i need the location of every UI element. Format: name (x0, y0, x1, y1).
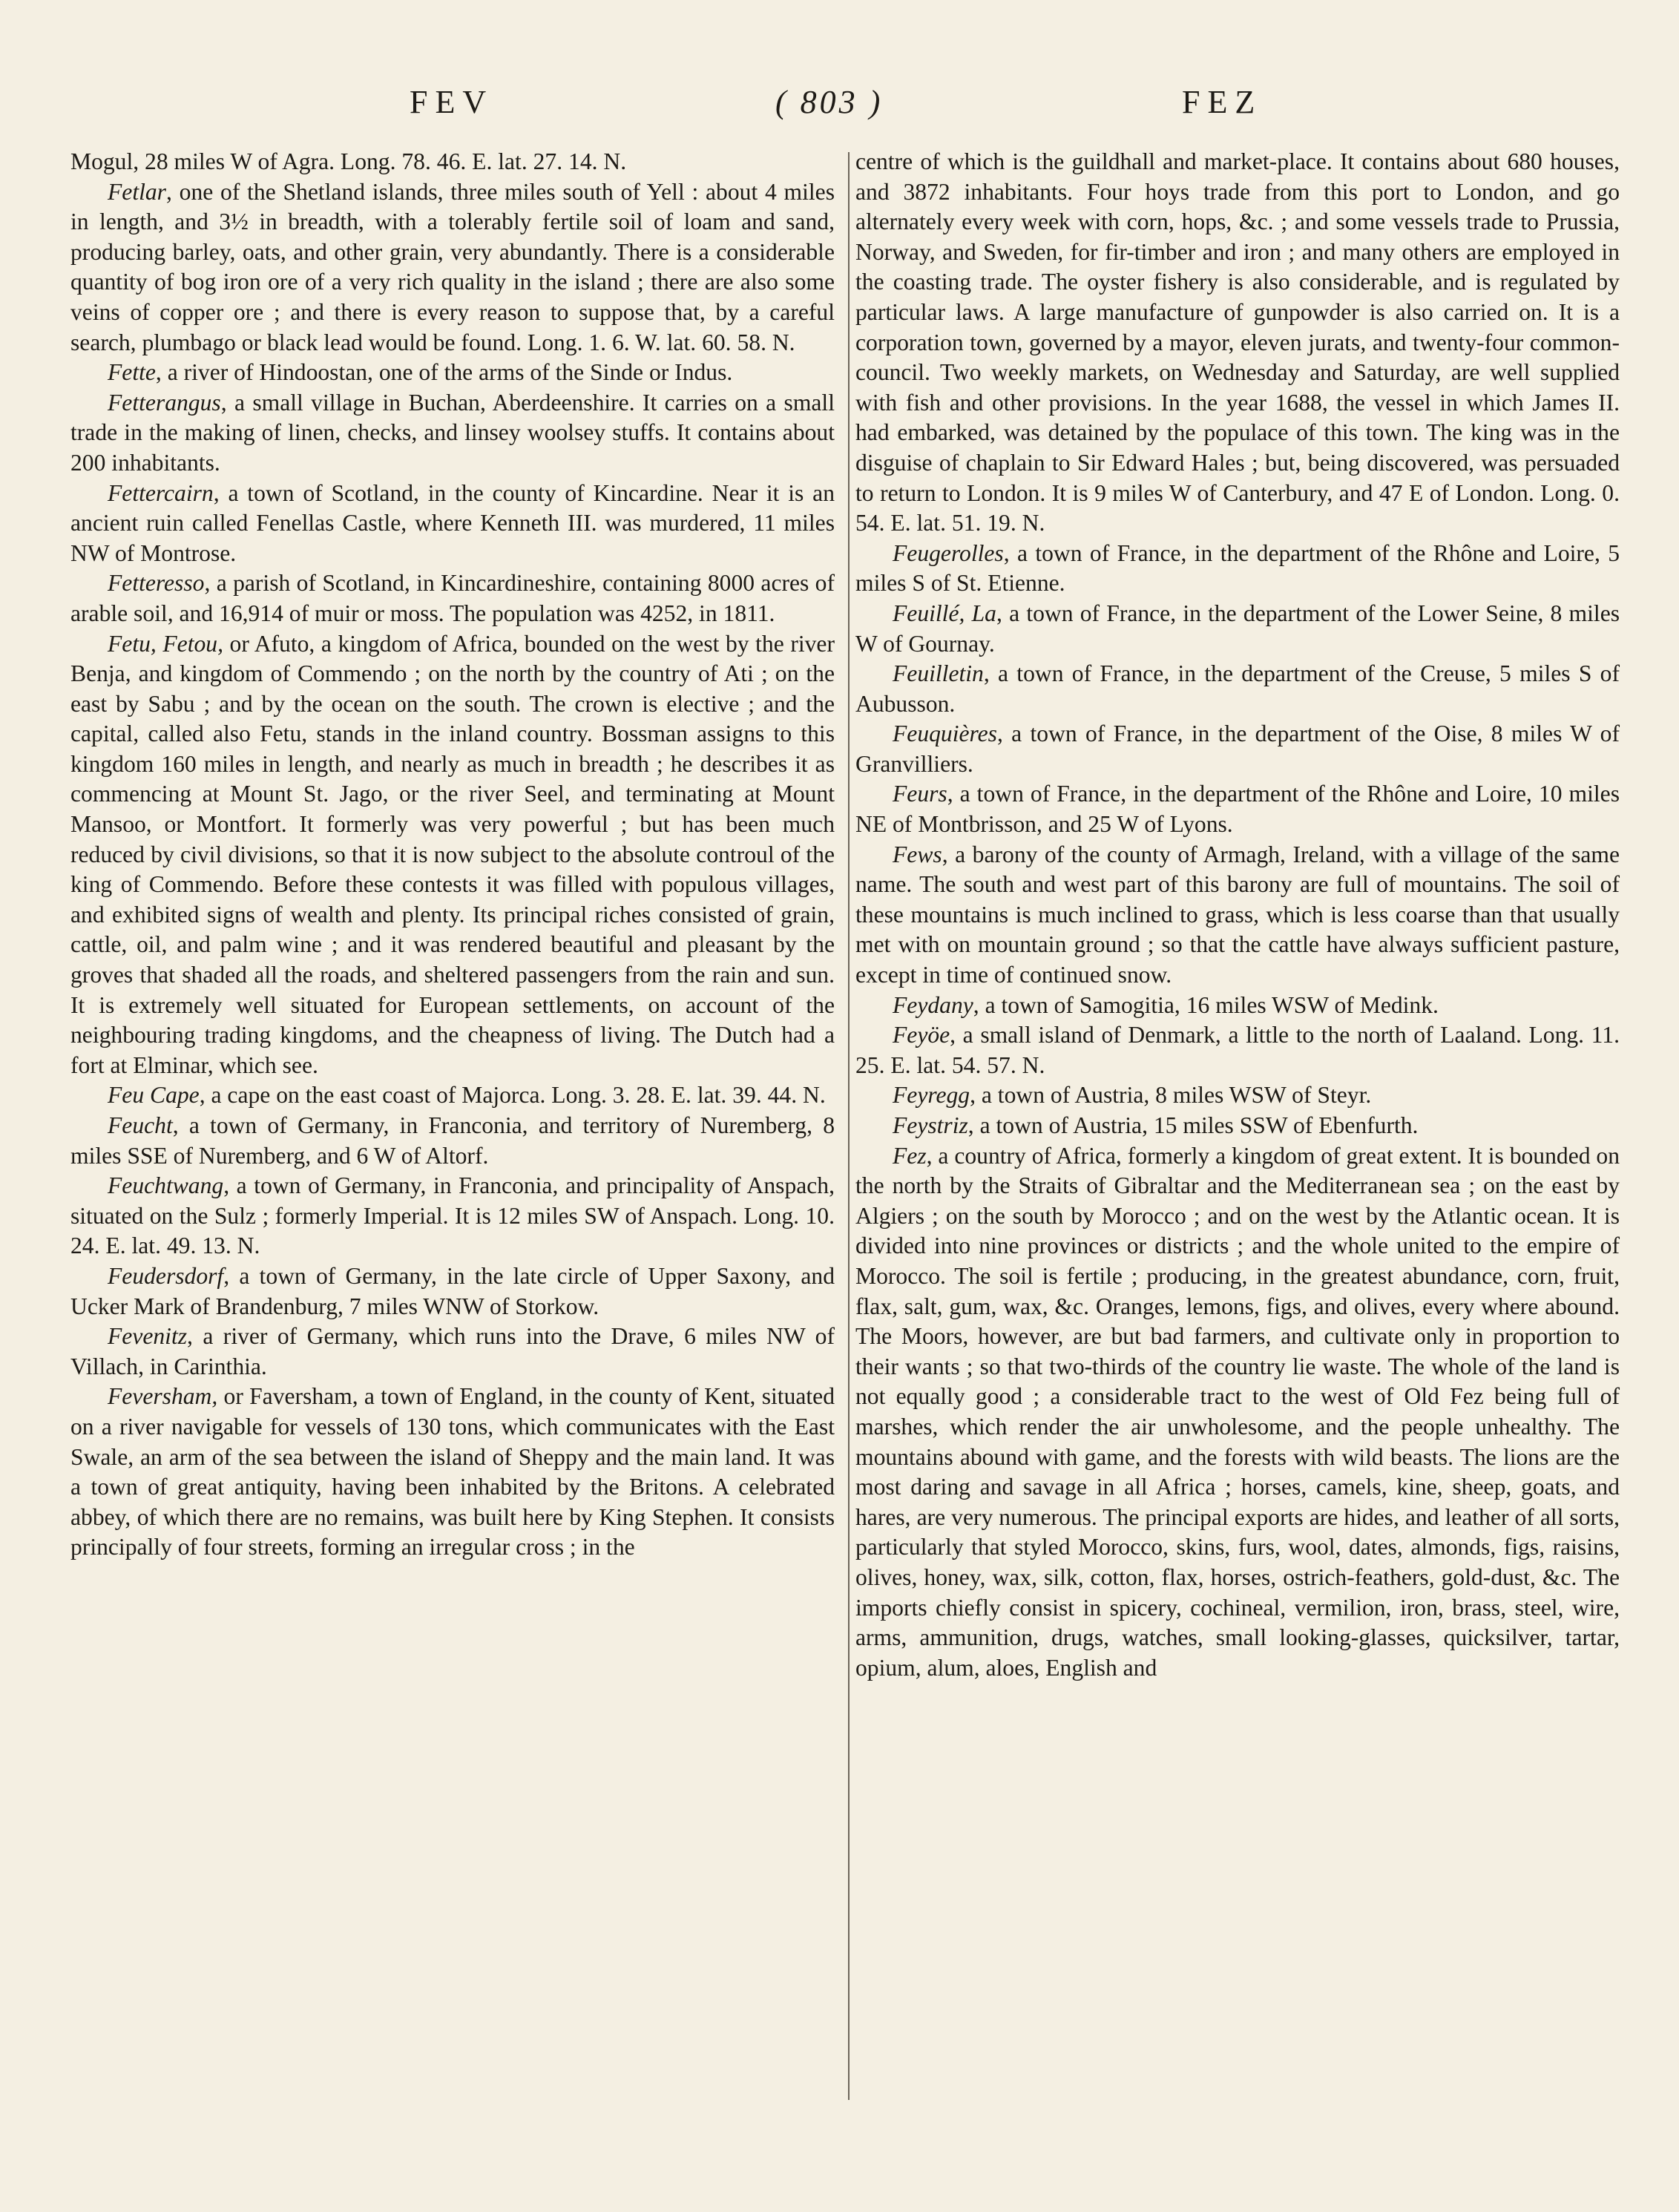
left-column (70, 147, 835, 1563)
entry-headword: Fette (108, 359, 156, 386)
entry-feyoe: Feyöe, a small island of Denmark, a little to the north of Laaland. Long. 11. 25. E. lat. 54. 57. N. (855, 1022, 1620, 1078)
entry-headword: Feversham, (108, 1383, 218, 1410)
entry-feurs: Feurs, a town of France, in the department of the Rhône and Loire, 10 miles NE of Montbrisson, and 25 W of Lyons. (855, 781, 1620, 838)
entry-feversham: Feversham, or Faversham, a town of England, in the county of Kent, situated on a river navigable for vessels of 130 tons, which communicates with the East Swale, an arm of the sea between the island of Sheppy and the main land. It was a town of great antiquity, having been inhabited by the Britons. A celebrated abbey, of which there are no remains, was built here by King Stephen. It consists principally of four streets, forming an irregular cross ; in the (70, 1383, 835, 1560)
entry-headword: Fetterangus (108, 389, 221, 416)
entry-fevenitz: Fevenitz, a river of Germany, which runs into the Drave, 6 miles NW of Villach, in Carinthia. (70, 1323, 835, 1379)
entry-headword: Feystriz (893, 1112, 968, 1138)
right-column (855, 147, 1620, 1683)
entry-headword: Feuchtwang (108, 1172, 224, 1199)
entry-feyregg: Feyregg, a town of Austria, 8 miles WSW of Steyr. (893, 1082, 1372, 1109)
entry-continuation: Mogul, 28 miles W of Agra. Long. 78. 46. E. lat. 27. 14. N. (70, 148, 627, 174)
entry-headword: Feucht (108, 1112, 173, 1138)
entry-headword: Feuquières (893, 721, 997, 747)
entry-feu-cape: Feu Cape, a cape on the east coast of Majorca. Long. 3. 28. E. lat. 39. 44. N. (108, 1082, 826, 1109)
entry-feydany: Feydany, a town of Samogitia, 16 miles WSW of Medink. (893, 991, 1439, 1018)
entry-fettercairn: Fettercairn, a town of Scotland, in the county of Kincardine. Near it is an ancient ruin called Fenellas Castle, where Kenneth III. was murdered, 11 miles NW of Montrose. (70, 479, 835, 566)
entry-headword: Fews (893, 841, 942, 867)
running-head (0, 83, 1679, 128)
entry-headword: Feydany (893, 991, 973, 1018)
entry-headword: Fetu, Fetou, (108, 630, 223, 657)
entry-headword: Fevenitz (108, 1323, 188, 1350)
entry-fette: Fette, a river of Hindoostan, one of the arms of the Sinde or Indus. (108, 359, 733, 386)
entry-fetlar: Fetlar, one of the Shetland islands, three miles south of Yell : about 4 miles in length, and 3½ in breadth, with a tolerably fertile soil of loam and sand, producing barley, oats, and other grain, very abundantly. There is a considerable quantity of bog iron ore of a very rich quality in the island ; there are also some veins of copper ore ; and there is every reason to suppose that, by a careful search, plumbago or black lead would be found. Long. 1. 6. W. lat. 60. 58. N. (70, 178, 835, 355)
page-number: ( 803 ) (775, 84, 884, 120)
entry-headword: Fetlar (108, 178, 166, 205)
entry-feugerolles: Feugerolles, a town of France, in the department of the Rhône and Loire, 5 miles S of St. Etienne. (855, 539, 1620, 597)
entry-fetterangus: Fetterangus, a small village in Buchan, Aberdeenshire. It carries on a small trade in the making of linen, checks, and linsey woolsey stuffs. It contains about 200 inhabitants. (70, 389, 835, 476)
entry-headword: Feudersdorf (108, 1262, 224, 1289)
entry-feuquieres: Feuquières, a town of France, in the department of the Oise, 8 miles W of Granvilliers. (855, 721, 1620, 777)
entry-headword: Feurs (893, 781, 947, 807)
entry-headword: Feyöe (893, 1022, 950, 1048)
entry-headword: Feuillé, La (893, 600, 996, 626)
entry-fetu: Fetu, Fetou, or Afuto, a kingdom of Africa, bounded on the west by the river Benja, and kingdom of Commendo ; on the north by the country of Ati ; on the east by Sabu ; and by the ocean on the south. The crown is elective ; and the capital, called also Fetu, stands in the inland country. Bossman assigns to this kingdom 160 miles in length, and nearly as much in breadth ; he describes it as commencing at Mount St. Jago, or the river Seel, and terminating at Mount Mansoo, or Montfort. It formerly was very powerful ; but has been much reduced by civil divisions, so that it is now subject to the absolute controul of the king of Commendo. Before these contests it was filled with populous villages, and exhibited signs of wealth and plenty. Its principal riches consisted of grain, cattle, oil, and palm wine ; and it was rendered beautiful and pleasant by the groves that shaded all the roads, and sheltered passengers from the rain and sun. It is extremely well situated for European settlements, on account of the neighbouring trading kingdoms, and the cheapness of living. The Dutch had a fort at Elminar, which see. (70, 630, 835, 1078)
entry-feuilletin: Feuilletin, a town of France, in the department of the Creuse, 5 miles S of Aubusson. (855, 660, 1620, 717)
entry-headword: Feyregg (893, 1082, 970, 1109)
entry-headword: Feu Cape (108, 1082, 200, 1109)
running-head-right: FEZ (1182, 84, 1263, 120)
entry-headword: Fetteresso (108, 570, 205, 597)
entry-feuille: Feuillé, La, a town of France, in the department of the Lower Seine, 8 miles W of Gournay. (855, 600, 1620, 657)
running-head-left: FEV (410, 84, 494, 120)
column-rule (848, 152, 850, 2100)
entry-fetteresso: Fetteresso, a parish of Scotland, in Kincardineshire, containing 8000 acres of arable soil, and 16,914 of muir or moss. The population was 4252, in 1811. (70, 570, 835, 626)
entry-headword: Feuilletin (893, 660, 984, 687)
entry-fews: Fews, a barony of the county of Armagh, Ireland, with a village of the same name. The south and west part of this barony are full of mountains. The soil of these mountains is much inclined to grass, which is less coarse than that usually met with on mountain ground ; so that the cattle have always sufficient pasture, except in time of continued snow. (855, 841, 1620, 988)
entry-feucht: Feucht, a town of Germany, in Franconia, and territory of Nuremberg, 8 miles SSE of Nuremberg, and 6 W of Altorf. (70, 1112, 835, 1169)
entry-headword: Fettercairn (108, 479, 214, 506)
entry-fez: Fez, a country of Africa, formerly a kingdom of great extent. It is bounded on the north by the Straits of Gibraltar and the Mediterranean sea ; on the east by Algiers ; on the south by Morocco ; and on the west by the Atlantic ocean. It is divided into nine provinces or districts ; and the whole united to the empire of Morocco. The soil is fertile ; producing, in the greatest abundance, corn, fruit, flax, salt, gum, wax, &c. Oranges, lemons, figs, and olives, every where abound. The Moors, however, are but bad farmers, and cultivate only in proportion to their wants ; so that two-thirds of the country lie waste. The whole of the land is not equally good ; a considerable tract to the west of Old Fez being full of marshes, which render the air unwholesome, and the people unhealthy. The mountains abound with game, and the forests with wild beasts. The lions are the most daring and savage in all Africa ; horses, camels, kine, sheep, goats, and hares, are very numerous. The principal exports are hides, and leather of all sorts, particularly that styled Morocco, skins, furs, wool, dates, almonds, figs, raisins, olives, honey, wax, silk, cotton, flax, horses, ostrich-feathers, gold-dust, &c. The imports chiefly consist in spicery, cochineal, vermilion, iron, brass, steel, wire, arms, ammunition, drugs, watches, small looking-glasses, quicksilver, tartar, opium, alum, aloes, English and (855, 1142, 1620, 1681)
entry-headword: Fez (893, 1142, 927, 1169)
entry-feudersdorf: Feudersdorf, a town of Germany, in the late circle of Upper Saxony, and Ucker Mark of Brandenburg, 7 miles WNW of Storkow. (70, 1262, 835, 1319)
entry-feuchtwang: Feuchtwang, a town of Germany, in Franconia, and principality of Anspach, situated on the Sulz ; formerly Imperial. It is 12 miles SW of Anspach. Long. 10. 24. E. lat. 49. 13. N. (70, 1172, 835, 1259)
entry-continuation: centre of which is the guildhall and market-place. It contains about 680 houses, and 3872 inhabitants. Four hoys trade from this port to London, and go alternately every week with corn, hops, &c. ; and some vessels trade to Prussia, Norway, and Sweden, for fir-timber and iron ; and many others are employed in the coasting trade. The oyster fishery is also considerable, and is regulated by particular laws. A large manufacture of gunpowder is also carried on. It is a corporation town, governed by a mayor, eleven jurats, and twenty-four common-council. Two weekly markets, on Wednesday and Saturday, are well supplied with fish and other provisions. In the year 1688, the vessel in which James II. had embarked, was detained by the populace of this town. The king was in the disguise of chaplain to Sir Edward Hales ; but, being discovered, was persuaded to return to London. It is 9 miles W of Canterbury, and 47 E of London. Long. 0. 54. E. lat. 51. 19. N. (855, 148, 1620, 536)
entry-feystriz: Feystriz, a town of Austria, 15 miles SSW of Ebenfurth. (893, 1112, 1419, 1138)
entry-headword: Feugerolles (893, 539, 1004, 566)
